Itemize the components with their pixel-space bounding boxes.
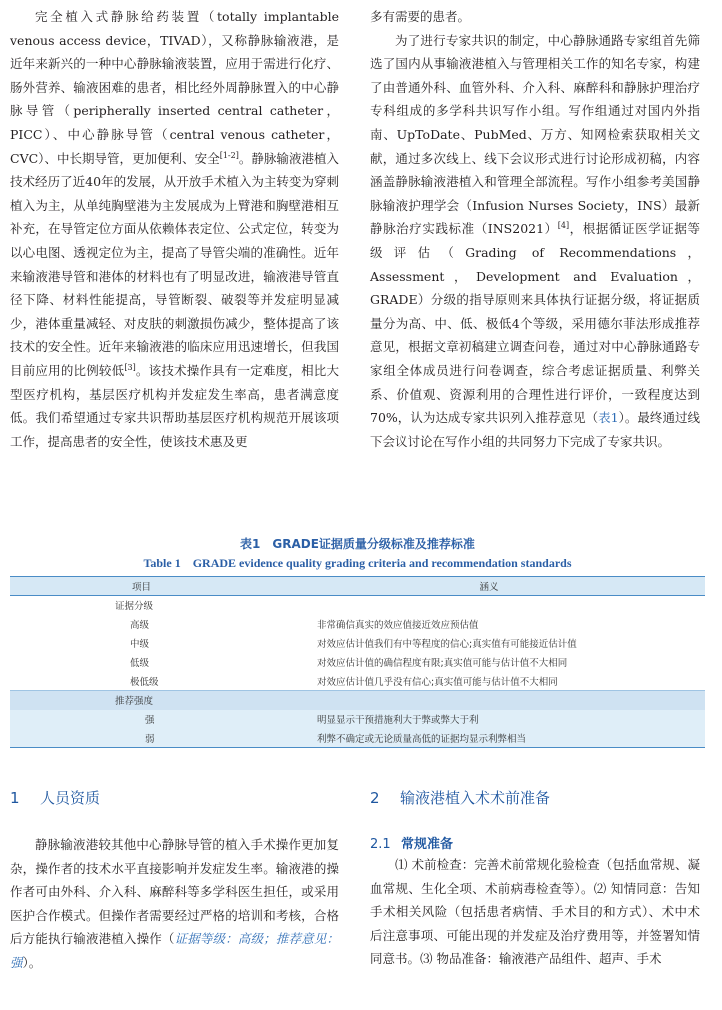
section-number: 1 <box>10 789 20 807</box>
table-header-row <box>10 577 705 596</box>
routine-paragraph: ⑴ 术前检查：完善术前常规化验检查（包括血常规、凝血常规、生化全项、术前病毒检查等）。⑵ 知情同意：告知手术相关风险（包括患者病情、手术目的和方式）、术中术后注意事项、可能出现的并发症及治疗费用等，并签署知情同意书。⑶ 物品准备：输液港产品组件、超声、手术 <box>370 857 700 967</box>
citation-ref[interactable]: [1-2] <box>219 150 239 160</box>
subsection-title: 常规准备 <box>401 837 454 852</box>
grade-table-block <box>10 535 705 748</box>
row-item: 极低级 <box>130 676 159 688</box>
section-title: 输液港植入术术前准备 <box>400 789 551 807</box>
table-row <box>10 653 705 672</box>
left-column-intro <box>10 5 339 453</box>
intro-paragraph: 完全植入式静脉给药装置（totally implantable venous access device，TIVAD），又称静脉输液港，是近年来新兴的一种中心静脉输液装置，应用于需进行化疗、肠外营养、输液困难的患者，相比经外周静脉置入的中心静脉导管（peripherally inserted central catheter，PICC）、中心静脉导管（central venous catheter，CVC）、中长期导管，更加便利、安全[1-2]。静脉输液港植入技术经历了近40年的发展，从开放手术植入为主转变为穿刺植入为主，从单纯胸壁港为主发展成为上臂港和胸壁港相互补充，在导管定位方面从依赖体表定位、公式定位，转变为以心电图、透视定位为主，提高了导管尖端的准确性。近年来输液港导管和港体的材料也有了明显改进，输液港导管直径下降、材料性能提高，导管断裂、破裂等并发症明显减少，港体重量减轻、对皮肤的刺激损伤减少，整体提高了该技术的安全性。近年来输液港的临床应用迅速增长，但我国目前应用的比例较低[3]。该技术操作具有一定难度，相比大型医疗机构，基层医疗机构并发症发生率高，患者满意度低。我们希望通过专家共识帮助基层医疗机构规范开展该项工作，提高患者的安全性，使该技术惠及更 <box>10 9 339 449</box>
table-caption-cn: 表1 GRADE证据质量分级标准及推荐标准 <box>240 537 475 551</box>
table-caption-en: Table 1 GRADE evidence quality grading criteria and recommendation standards <box>143 556 572 570</box>
row-meaning: 利弊不确定或无论质量高低的证据均显示利弊相当 <box>317 733 527 745</box>
row-item: 中级 <box>130 639 150 650</box>
table-group-row <box>10 596 705 615</box>
grade-table <box>10 576 705 748</box>
row-meaning: 非常确信真实的效应值接近效应预估值 <box>317 620 479 631</box>
table-row <box>10 615 705 634</box>
right-column-routine <box>370 853 700 971</box>
row-item: 弱 <box>145 733 155 745</box>
left-column-personnel <box>10 833 339 975</box>
row-meaning: 明显显示干预措施利大于弊或弊大于利 <box>317 715 479 726</box>
citation-ref[interactable]: [4] <box>557 221 570 231</box>
row-item: 高级 <box>130 620 150 631</box>
section-heading-preparation <box>370 787 550 808</box>
evidence-grade-note: 证据等级：高级；推荐意见：强 <box>10 931 339 970</box>
table-row <box>10 672 705 691</box>
row-item: 强 <box>145 715 155 726</box>
row-item: 低级 <box>130 658 150 669</box>
table-group-row <box>10 691 705 710</box>
row-meaning: 对效应估计值我们有中等程度的信心;真实值有可能接近估计值 <box>317 639 577 650</box>
table-ref-link[interactable]: 表1 <box>598 410 619 426</box>
table-row <box>10 729 705 748</box>
header-meaning: 涵义 <box>479 582 499 593</box>
table-row <box>10 710 705 729</box>
group-label: 推荐强度 <box>115 696 154 708</box>
citation-ref[interactable]: [3] <box>124 362 136 372</box>
personnel-paragraph: 静脉输液港较其他中心静脉导管的植入手术操作更加复杂，操作者的技术水平直接影响并发症发生率。输液港的操作者可由外科、介入科、麻醉科等多学科医生担任，或采用医护合作模式。但操作者需要经过严格的培训和考核，合格后方能执行输液港植入操作（证据等级：高级；推荐意见：强）。 <box>10 837 339 970</box>
row-meaning: 对效应估计值几乎没有信心;真实值可能与估计值不大相同 <box>317 676 558 688</box>
method-paragraph: 为了进行专家共识的制定，中心静脉通路专家组首先筛选了国内从事输液港植入与管理相关工作的知名专家，构建了由普通外科、血管外科、介入科、麻醉科和静脉护理治疗专科组成的多学科共识写作小组。写作组通过对国内外指南、UpToDate、PubMed、万方、知网检索获取相关文献，通过多次线上、线下会议形式进行讨论形成初稿，内容涵盖静脉输液港植入和管理全部流程。写作小组参考美国静脉输液护理学会（Infusion Nurses Society，INS）最新静脉治疗实践标准（INS2021）[4]，根据循证医学证据等级评估（Grading of Recommendations，Assessment，Development and Evaluation，GRADE）分级的指导原则来具体执行证据分级，将证据质量分为高、中、低、极低4个等级，采用德尔菲法形成推荐意见，根据文章初稿建立调查问卷，通过对中心静脉通路专家组全体成员进行问卷调查，综合考虑证据质量、利弊关系、价值观、资源利用的合理性进行评价，一致程度达到70%，认为达成专家共识列入推荐意见（表1）。最终通过线下会议讨论在写作小组的共同努力下完成了专家共识。 <box>370 32 700 449</box>
continued-paragraph: 多有需要的患者。 <box>370 9 471 24</box>
right-column-intro <box>370 5 700 453</box>
section-heading-personnel <box>10 787 100 808</box>
section-title: 人员资质 <box>40 789 101 807</box>
header-item: 项目 <box>131 582 151 593</box>
subsection-number: 2.1 <box>370 837 391 852</box>
group-label: 证据分级 <box>115 601 154 613</box>
row-meaning: 对效应估计值的确信程度有限;真实值可能与估计值不大相同 <box>317 658 568 669</box>
table-row <box>10 634 705 653</box>
section-number: 2 <box>370 789 380 807</box>
subsection-heading-routine <box>370 833 453 852</box>
